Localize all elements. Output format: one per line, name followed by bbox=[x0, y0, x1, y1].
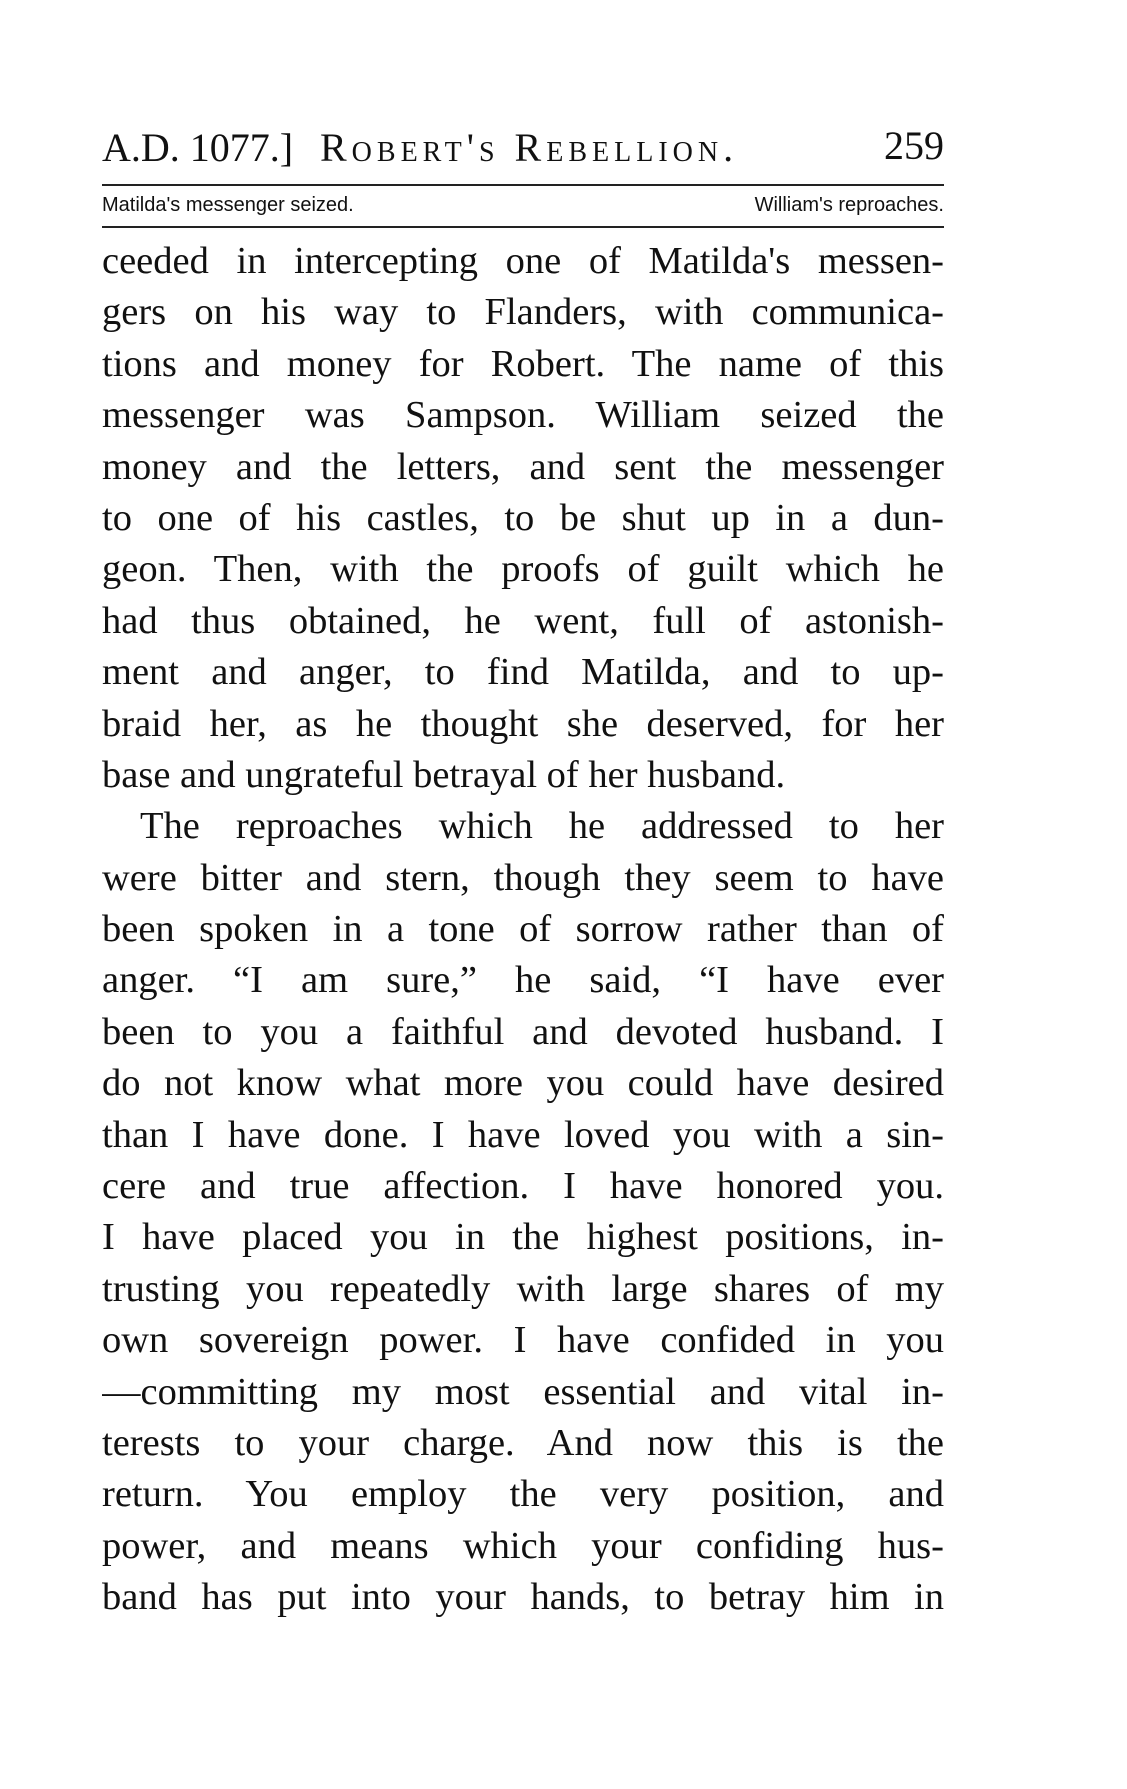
text-line: power, and means which your confiding hus- bbox=[102, 1524, 944, 1567]
running-head-date: A.D. 1077.] bbox=[102, 125, 294, 170]
bottom-rule bbox=[102, 226, 944, 228]
text-line: braid her, as he thought she deserved, for her bbox=[102, 702, 944, 745]
text-line: cere and true affection. I have honored you. bbox=[102, 1165, 944, 1208]
book-page bbox=[102, 122, 944, 1624]
text-line: band has put into your hands, to betray him in bbox=[102, 1576, 944, 1619]
text-line: were bitter and stern, though they seem to have bbox=[102, 856, 944, 899]
text-line: terests to your charge. And now this is the bbox=[102, 1421, 944, 1464]
text-line: than I have done. I have loved you with a sin- bbox=[102, 1113, 944, 1156]
running-head bbox=[102, 122, 944, 184]
body-text bbox=[102, 236, 944, 1624]
running-head-title: Robert's Rebellion. bbox=[320, 125, 739, 170]
text-line: geon. Then, with the proofs of guilt which he bbox=[102, 548, 944, 591]
text-line: gers on his way to Flanders, with communica- bbox=[102, 291, 944, 334]
text-line-indented: The reproaches which he addressed to her bbox=[140, 805, 944, 848]
text-line: base and ungrateful betrayal of her husband. bbox=[102, 753, 786, 796]
text-line: ceeded in intercepting one of Matilda's messen- bbox=[102, 240, 944, 282]
text-line: trusting you repeatedly with large shares of my bbox=[102, 1267, 944, 1310]
text-line: been spoken in a tone of sorrow rather than of bbox=[102, 908, 944, 951]
text-line: do not know what more you could have desired bbox=[102, 1062, 944, 1105]
text-line: I have placed you in the highest positions, in- bbox=[102, 1216, 944, 1259]
text-line: been to you a faithful and devoted husband. I bbox=[102, 1010, 944, 1053]
page-number: 259 bbox=[884, 123, 944, 168]
text-line: money and the letters, and sent the messenger bbox=[102, 445, 944, 488]
text-line: messenger was Sampson. William seized the bbox=[102, 394, 944, 437]
sidenote-right: William's reproaches. bbox=[754, 194, 944, 216]
text-line: own sovereign power. I have confided in you bbox=[102, 1319, 944, 1362]
text-line: return. You employ the very position, and bbox=[102, 1473, 944, 1516]
text-line: to one of his castles, to be shut up in a dun- bbox=[102, 496, 944, 539]
text-line: —committing my most essential and vital in- bbox=[102, 1370, 944, 1413]
text-line: ment and anger, to find Matilda, and to up- bbox=[102, 651, 944, 694]
text-line: anger. “I am sure,” he said, “I have ever bbox=[102, 959, 944, 1002]
side-notes bbox=[102, 186, 944, 226]
text-line: had thus obtained, he went, full of astonish- bbox=[102, 599, 944, 642]
text-line: tions and money for Robert. The name of this bbox=[102, 342, 944, 385]
sidenote-left: Matilda's messenger seized. bbox=[102, 194, 354, 216]
